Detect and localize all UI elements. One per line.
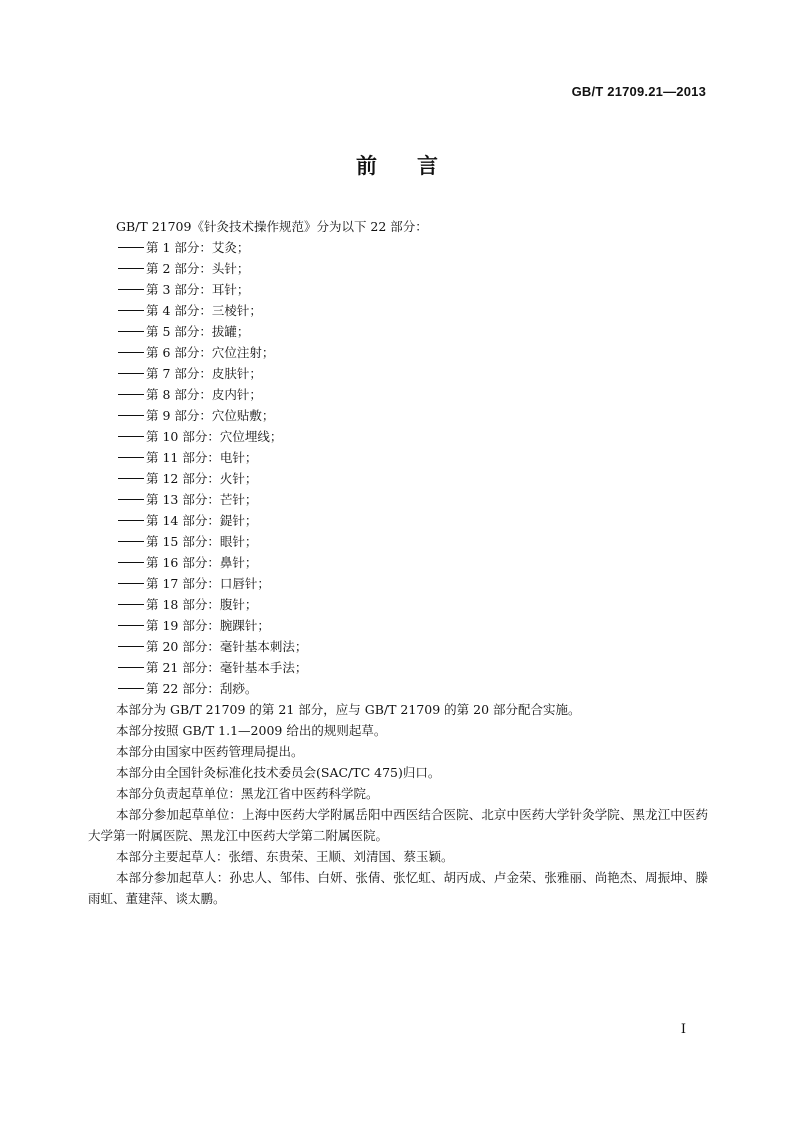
list-item: 第 21 部分：毫针基本手法；: [88, 657, 708, 678]
list-item: 第 17 部分：口唇针；: [88, 573, 708, 594]
list-item: 第 8 部分：皮内针；: [88, 384, 708, 405]
list-item: 第 14 部分：鍉针；: [88, 510, 708, 531]
paragraph-participating-drafters: 本部分参加起草人：孙忠人、邹伟、白妍、张倩、张忆虹、胡丙成、卢金荣、张雅丽、尚艳杰、周振坤、滕雨虹、董建萍、谈太鹏。: [88, 870, 708, 906]
list-item: 第 10 部分：穴位埋线；: [88, 426, 708, 447]
list-item: 第 9 部分：穴位贴敷；: [88, 405, 708, 426]
parts-list: [88, 237, 708, 699]
page-number: I: [680, 1022, 686, 1037]
standard-number: GB/T 21709.21—2013: [571, 84, 706, 99]
page-title: 前言: [356, 154, 478, 178]
foreword-body: [88, 216, 708, 909]
list-item: 第 5 部分：拔罐；: [88, 321, 708, 342]
list-item: 第 4 部分：三棱针；: [88, 300, 708, 321]
paragraph-proposed-by: 本部分由国家中医药管理局提出。: [116, 744, 304, 759]
list-item: 第 11 部分：电针；: [88, 447, 708, 468]
intro-text: GB/T 21709《针灸技术操作规范》分为以下 22 部分：: [116, 219, 428, 234]
list-item: 第 22 部分：刮痧。: [88, 678, 708, 699]
paragraph-implementation: 本部分为 GB/T 21709 的第 21 部分，应与 GB/T 21709 的第 20 部分配合实施。: [116, 702, 581, 717]
paragraph-participating-units: 本部分参加起草单位：上海中医药大学附属岳阳中西医结合医院、北京中医药大学针灸学院、黑龙江中医药大学第一附属医院、黑龙江中医药大学第二附属医院。: [88, 807, 708, 843]
list-item: 第 18 部分：腹针；: [88, 594, 708, 615]
list-item: 第 13 部分：芒针；: [88, 489, 708, 510]
list-item: 第 7 部分：皮肤针；: [88, 363, 708, 384]
list-item: 第 12 部分：火针；: [88, 468, 708, 489]
paragraph-lead-drafter: 本部分负责起草单位：黑龙江省中医药科学院。: [116, 786, 379, 801]
list-item: 第 20 部分：毫针基本刺法；: [88, 636, 708, 657]
list-item: 第 2 部分：头针；: [88, 258, 708, 279]
list-item: 第 6 部分：穴位注射；: [88, 342, 708, 363]
paragraph-main-drafters: 本部分主要起草人：张缙、东贵荣、王顺、刘清国、蔡玉颖。: [116, 849, 454, 864]
list-item: 第 16 部分：鼻针；: [88, 552, 708, 573]
list-item: 第 15 部分：眼针；: [88, 531, 708, 552]
list-item: 第 3 部分：耳针；: [88, 279, 708, 300]
paragraph-centralized-by: 本部分由全国针灸标准化技术委员会(SAC/TC 475)归口。: [116, 765, 441, 780]
list-item: 第 19 部分：腕踝针；: [88, 615, 708, 636]
list-item: 第 1 部分：艾灸；: [88, 237, 708, 258]
paragraph-drafting-rules: 本部分按照 GB/T 1.1—2009 给出的规则起草。: [116, 723, 387, 738]
